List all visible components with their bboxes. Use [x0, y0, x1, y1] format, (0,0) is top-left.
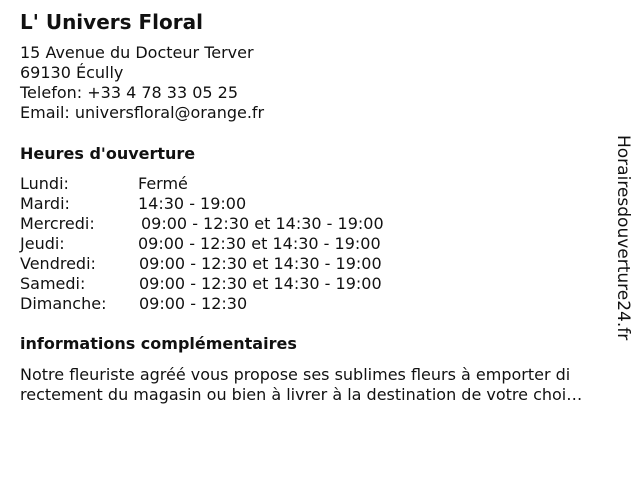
- hours-day: Vendredi:: [20, 254, 96, 273]
- address-line-city: 69130 Écully: [20, 63, 124, 82]
- hours-time: 14:30 - 19:00: [138, 194, 247, 213]
- opening-hours-heading: Heures d'ouverture: [20, 144, 196, 163]
- additional-info-text: [20, 365, 630, 405]
- hours-time: Fermé: [138, 174, 188, 193]
- phone-line: Telefon: +33 4 78 33 05 25: [20, 83, 239, 102]
- hours-time: 09:00 - 12:30 et 14:30 - 19:00: [139, 254, 382, 273]
- site-watermark: Horairesdouverture24.fr: [613, 135, 633, 341]
- email-line: Email: universfloral@orange.fr: [20, 103, 265, 122]
- hours-time: 09:00 - 12:30 et 14:30 - 19:00: [139, 274, 382, 293]
- hours-day: Mardi:: [20, 194, 70, 213]
- additional-info-line: Notre fleuriste agréé vous propose ses sublimes fleurs à emporter di: [20, 365, 571, 384]
- hours-day: Dimanche:: [20, 294, 107, 313]
- hours-day: Jeudi:: [20, 234, 65, 253]
- business-name: L' Univers Floral: [20, 10, 203, 34]
- hours-time: 09:00 - 12:30 et 14:30 - 19:00: [138, 234, 381, 253]
- hours-day: Samedi:: [20, 274, 86, 293]
- additional-info-heading: informations complémentaires: [20, 334, 297, 353]
- hours-time: 09:00 - 12:30 et 14:30 - 19:00: [141, 214, 384, 233]
- additional-info-line: rectement du magasin ou bien à livrer à la destination de votre choi…: [20, 385, 583, 404]
- hours-day: Mercredi:: [20, 214, 95, 233]
- hours-time: 09:00 - 12:30: [139, 294, 248, 313]
- hours-day: Lundi:: [20, 174, 69, 193]
- address-line-street: 15 Avenue du Docteur Terver: [20, 43, 254, 62]
- contact-block: [20, 43, 264, 123]
